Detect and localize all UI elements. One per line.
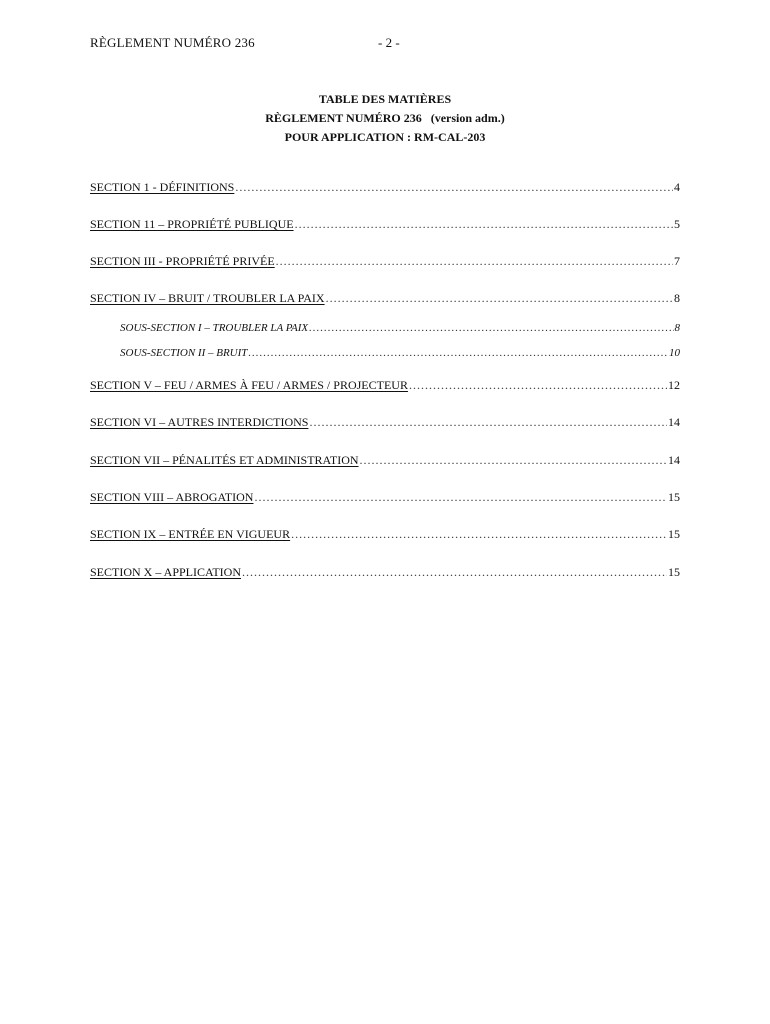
toc-entry-label[interactable]: SOUS-SECTION II – BRUIT <box>120 347 248 359</box>
toc-heading: TABLE DES MATIÈRES <box>318 92 452 106</box>
toc-leader-dots <box>248 347 668 359</box>
toc-leader-dots <box>276 254 673 269</box>
toc-title-block <box>90 90 680 147</box>
toc-entry-label[interactable]: SECTION V – FEU / ARMES À FEU / ARMES / PROJECTEUR <box>90 378 408 392</box>
toc-entry-subsection-1[interactable] <box>120 322 680 338</box>
header-document-name: RÈGLEMENT NUMÉRO 236 <box>90 35 255 50</box>
toc-entry-section-6[interactable] <box>90 415 680 431</box>
toc-entry-page: 15 <box>668 565 680 579</box>
toc-entry-page: 7 <box>674 254 680 268</box>
toc-entry-page: 5 <box>674 217 680 231</box>
toc-entry-section-4[interactable] <box>90 291 680 307</box>
application-reference: POUR APPLICATION : RM-CAL-203 <box>284 130 486 144</box>
toc-entry-label[interactable]: SECTION VII – PÉNALITÉS ET ADMINISTRATION <box>90 453 359 467</box>
toc-leader-dots <box>242 565 667 580</box>
toc-leader-dots <box>309 322 673 334</box>
toc-leader-dots <box>295 217 673 232</box>
toc-entry-label[interactable]: SECTION VIII – ABROGATION <box>90 490 254 504</box>
toc-entry-page: 8 <box>674 291 680 305</box>
toc-entry-section-10[interactable] <box>90 565 680 581</box>
toc-leader-dots <box>326 291 673 306</box>
toc-entry-page: 4 <box>674 180 680 194</box>
toc-leader-dots <box>254 490 667 505</box>
toc-entry-section-1[interactable] <box>90 180 680 196</box>
toc-entry-subsection-2[interactable] <box>120 347 680 363</box>
toc-entry-label[interactable]: SECTION X – APPLICATION <box>90 565 242 579</box>
toc-entry-section-9[interactable] <box>90 527 680 543</box>
toc-entry-page: 15 <box>668 490 680 504</box>
toc-entry-section-8[interactable] <box>90 490 680 506</box>
running-header <box>90 35 680 53</box>
toc-entry-section-7[interactable] <box>90 453 680 469</box>
toc-entry-page: 14 <box>668 415 680 429</box>
toc-leader-dots <box>409 378 667 393</box>
toc-entry-page: 8 <box>674 322 680 334</box>
toc-entry-label[interactable]: SECTION IX – ENTRÉE EN VIGUEUR <box>90 527 291 541</box>
header-page-number: - 2 - <box>378 35 400 50</box>
toc-entry-label[interactable]: SECTION III - PROPRIÉTÉ PRIVÉE <box>90 254 275 268</box>
regulation-title: RÈGLEMENT NUMÉRO 236 (version adm.) <box>265 111 505 125</box>
toc-entry-label[interactable]: SOUS-SECTION I – TROUBLER LA PAIX <box>120 322 309 334</box>
toc-leader-dots <box>291 527 667 542</box>
toc-entry-section-5[interactable] <box>90 378 680 394</box>
toc-leader-dots <box>235 180 673 195</box>
toc-entry-page: 12 <box>668 378 680 392</box>
toc-leader-dots <box>360 453 667 468</box>
toc-entry-section-3[interactable] <box>90 254 680 270</box>
toc-entry-label[interactable]: SECTION IV – BRUIT / TROUBLER LA PAIX <box>90 291 325 305</box>
toc-entry-label[interactable]: SECTION 11 – PROPRIÉTÉ PUBLIQUE <box>90 217 294 231</box>
toc-entry-label[interactable]: SECTION VI – AUTRES INTERDICTIONS <box>90 415 309 429</box>
toc-entry-page: 15 <box>668 527 680 541</box>
toc-entry-page: 14 <box>668 453 680 467</box>
toc-entry-page: 10 <box>669 347 680 359</box>
toc-entry-section-11[interactable] <box>90 217 680 233</box>
toc-entry-label[interactable]: SECTION 1 - DÉFINITIONS <box>90 180 235 194</box>
toc-leader-dots <box>309 415 667 430</box>
